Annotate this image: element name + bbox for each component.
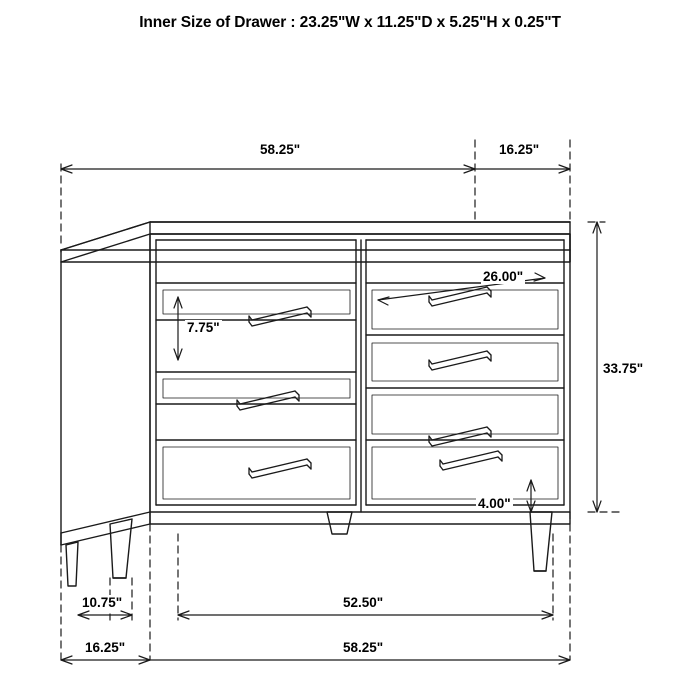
dimension-base-depth: 16.25" bbox=[85, 640, 126, 655]
dimension-base-width: 58.25" bbox=[343, 640, 384, 655]
dimension-top-width: 58.25" bbox=[260, 142, 301, 157]
dimension-drawer-height: 7.75" bbox=[187, 320, 220, 335]
dimension-front-width: 52.50" bbox=[343, 595, 384, 610]
dimension-top-depth: 16.25" bbox=[499, 142, 540, 157]
dimension-drawer-width: 26.00" bbox=[483, 269, 524, 284]
dimension-leg-height: 4.00" bbox=[478, 496, 511, 511]
dimension-leg-spread: 10.75" bbox=[82, 595, 123, 610]
dimension-total-height: 33.75" bbox=[603, 361, 644, 376]
page-title: Inner Size of Drawer : 23.25"W x 11.25"D x 5.25"H x 0.25"T bbox=[139, 14, 561, 31]
